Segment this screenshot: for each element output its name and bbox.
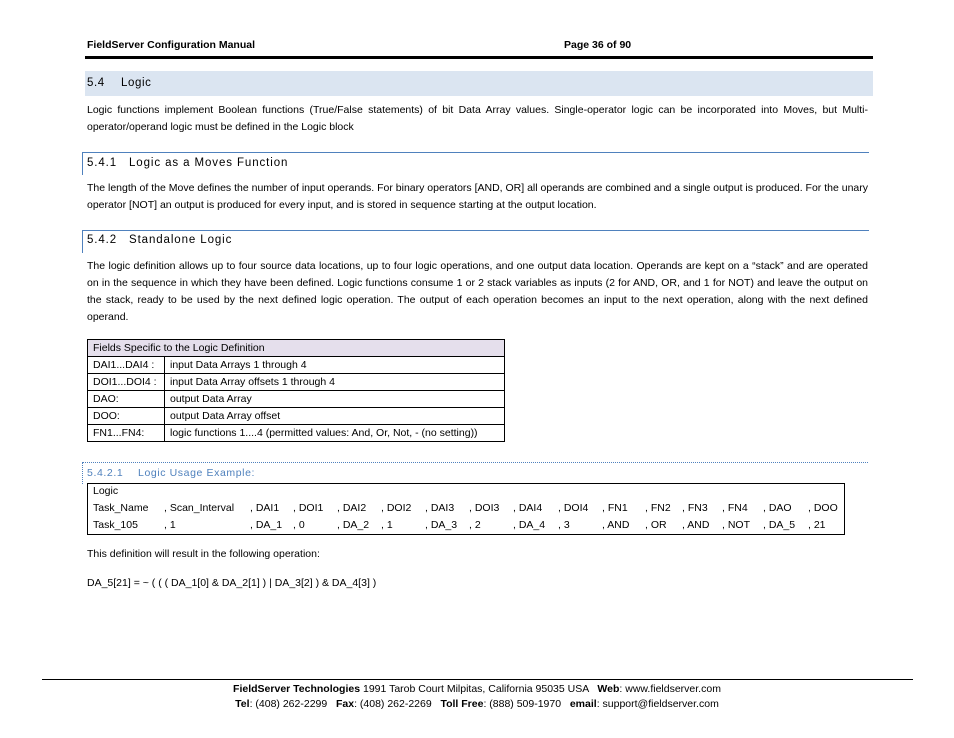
logic-value-cell: , DA_2 [337, 519, 370, 531]
subsection-2-heading [87, 234, 232, 246]
footer-tel-label: Tel [235, 698, 250, 710]
logic-header-cell: , FN4 [722, 502, 748, 514]
section-heading-bar [85, 71, 873, 96]
footer-email[interactable]: : support@fieldserver.com [596, 698, 719, 710]
logic-header-row [88, 502, 844, 518]
example-title: Logic Usage Example: [138, 467, 256, 479]
subsection-1-heading [87, 157, 288, 169]
field-name: DAI1...DAI4 : [88, 357, 165, 374]
logic-header-cell: , DOI4 [558, 502, 589, 514]
logic-value-cell: Task_105 [93, 519, 138, 531]
footer-email-label: email [569, 698, 597, 710]
logic-value-cell: , 21 [808, 519, 826, 531]
subsection-2-title: Standalone Logic [129, 234, 233, 246]
result-expression: DA_5[21] = ~ ( ( ( DA_1[0] & DA_2[1] ) | DA_3[2] ) & DA_4[3] ) [87, 577, 377, 589]
logic-value-cell: , DA_1 [250, 519, 283, 531]
footer-line-2 [0, 698, 954, 710]
table-row [88, 425, 505, 442]
logic-values-row [88, 519, 844, 535]
table-row [88, 357, 505, 374]
footer-fax-label: Fax [335, 698, 355, 710]
logic-header-cell: , FN3 [682, 502, 708, 514]
fields-table-heading: Fields Specific to the Logic Definition [88, 340, 505, 357]
subsection-1-title: Logic as a Moves Function [129, 157, 289, 169]
field-description: input Data Array offsets 1 through 4 [165, 374, 505, 391]
manual-title: FieldServer Configuration Manual [87, 39, 256, 51]
logic-header-cell: , DOI1 [293, 502, 324, 514]
logic-value-cell: , 2 [469, 519, 481, 531]
logic-value-cell: , DA_4 [513, 519, 546, 531]
field-description: input Data Arrays 1 through 4 [165, 357, 505, 374]
logic-header-cell: , DAI1 [250, 502, 280, 514]
table-row [88, 391, 505, 408]
fields-table [87, 339, 505, 442]
footer-fax: : (408) 262-2269 [354, 698, 441, 710]
logic-value-cell: , AND [602, 519, 630, 531]
logic-header-cell: , DOO [808, 502, 838, 514]
logic-value-cell: , 3 [558, 519, 570, 531]
logic-value-cell: , AND [682, 519, 710, 531]
section-intro: Logic functions implement Boolean functions (True/False statements) of bit Data Array values. Single-operator logic can be incorporated into Moves, but Multi-operator/operand logic must be defined in the Logic block [87, 104, 868, 133]
field-name: DAO: [88, 391, 165, 408]
example-heading-vrule [82, 462, 83, 484]
logic-header-cell: , DAI3 [425, 502, 455, 514]
field-name: DOO: [88, 408, 165, 425]
field-name: FN1...FN4: [88, 425, 165, 442]
subsection-2-number: 5.4.2 [87, 234, 118, 246]
subsection-1-number: 5.4.1 [87, 157, 118, 169]
header-rule [85, 56, 873, 59]
logic-header-cell: , DAI2 [337, 502, 367, 514]
footer-tollfree-label: Toll Free [440, 698, 484, 710]
subsection-1-body: The length of the Move defines the number of input operands. For binary operators [AND, OR] all operands are combined and a single output is produced. For the unary operator [NOT] an output is produced for every input, and is stored in sequence starting at the output location. [87, 182, 868, 211]
logic-header-cell: , DOI2 [381, 502, 412, 514]
logic-header-cell: Task_Name [93, 502, 149, 514]
field-description: output Data Array [165, 391, 505, 408]
page-number: Page 36 of 90 [564, 39, 632, 51]
logic-header-cell: , DAO [763, 502, 792, 514]
section-title: Logic [121, 77, 152, 89]
footer-web[interactable]: : www.fieldserver.com [619, 683, 721, 695]
logic-header-cell: , FN1 [602, 502, 628, 514]
logic-value-cell: , 1 [164, 519, 176, 531]
result-intro: This definition will result in the following operation: [87, 548, 320, 560]
field-description: output Data Array offset [165, 408, 505, 425]
table-row [88, 408, 505, 425]
footer-company: FieldServer Technologies [233, 683, 361, 695]
logic-header-cell: , Scan_Interval [164, 502, 235, 514]
footer-line-1 [0, 683, 954, 695]
field-description: logic functions 1....4 (permitted values: And, Or, Not, - (no setting)) [165, 425, 505, 442]
logic-block-name: Logic [93, 485, 119, 497]
example-heading-rule [82, 462, 868, 463]
logic-header-cell: , DOI3 [469, 502, 500, 514]
logic-header-cell: , DAI4 [513, 502, 543, 514]
logic-value-cell: , NOT [722, 519, 750, 531]
logic-code-block [87, 483, 845, 535]
footer-rule [42, 679, 913, 680]
footer-tel: : (408) 262-2299 [249, 698, 336, 710]
logic-value-cell: , DA_3 [425, 519, 458, 531]
subsection-2-body: The logic definition allows up to four source data locations, up to four logic operations, and one output data location. Operands are kept on a “stack” and are operated on in the sequence in which they have been defined. Logic functions consume 1 or 2 stack variables as inputs (2 for AND, OR, and 1 for NOT) and leave the output on the stack, ready to be used by the next defined logic operation. The output of each operation becomes an input to the next operation, along with the next defined operand. [87, 260, 868, 323]
logic-value-cell: , 1 [381, 519, 393, 531]
section-number: 5.4 [87, 77, 105, 89]
example-heading [87, 467, 255, 479]
section-heading [87, 77, 152, 89]
table-row [88, 374, 505, 391]
logic-value-cell: , DA_5 [763, 519, 796, 531]
logic-value-cell: , OR [645, 519, 667, 531]
logic-header-cell: , FN2 [645, 502, 671, 514]
footer-address: 1991 Tarob Court Milpitas, California 95035 USA [360, 683, 598, 695]
footer-web-label: Web [597, 683, 620, 695]
field-name: DOI1...DOI4 : [88, 374, 165, 391]
example-number: 5.4.2.1 [87, 467, 124, 479]
fields-table-heading-row [88, 340, 505, 357]
footer-tollfree: : (888) 509-1970 [483, 698, 570, 710]
logic-value-cell: , 0 [293, 519, 305, 531]
